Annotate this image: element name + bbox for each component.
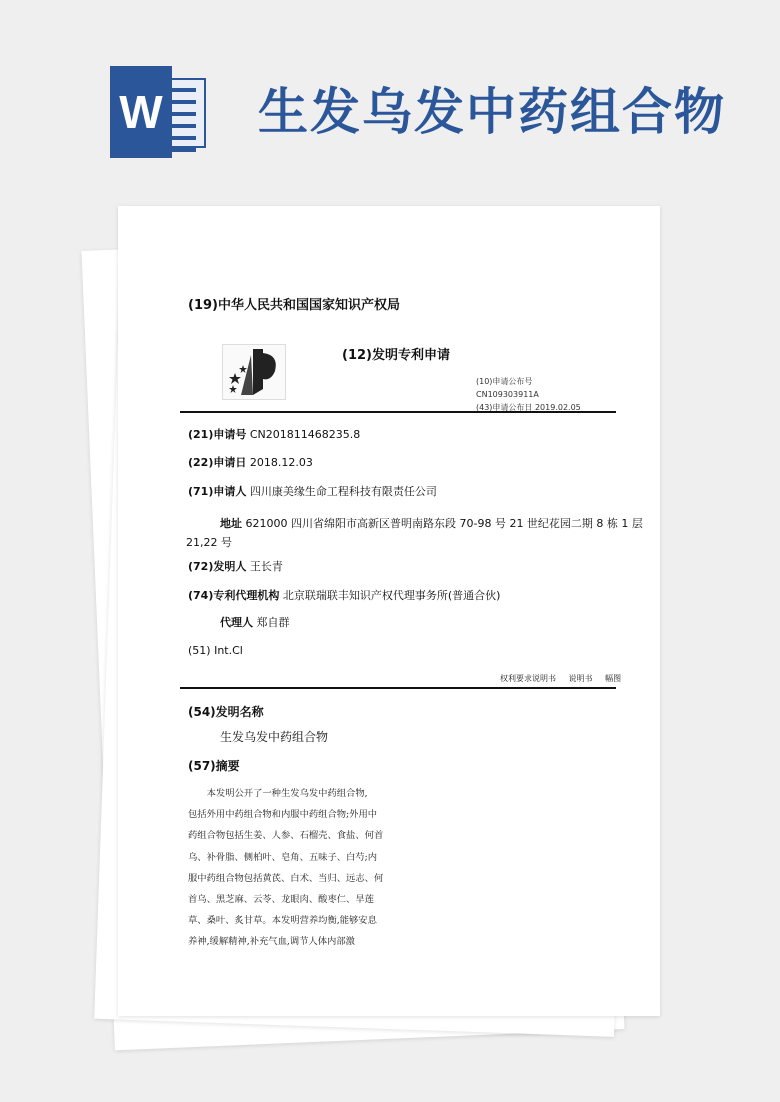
abstract-line: 药组合物包括生姜、人参、石榴壳、食盐、何首 bbox=[188, 830, 384, 842]
cnipa-logo-icon bbox=[223, 345, 285, 399]
pub-no: CN109303911A bbox=[476, 390, 539, 399]
app-date: 2018.12.03 bbox=[249, 456, 313, 469]
agency-row bbox=[188, 587, 500, 603]
abstract-line: 乌、补骨脂、侧柏叶、皂角、五味子、白芍;内 bbox=[188, 851, 378, 863]
invention-title: 生发乌发中药组合物 bbox=[220, 730, 329, 744]
inventor: 王长青 bbox=[249, 560, 283, 573]
tab-claims[interactable]: 权利要求说明书 bbox=[500, 674, 556, 683]
abstract-line: 草、桑叶、炙甘草。本发明营养均衡,能够安息 bbox=[188, 915, 377, 927]
app-no-row bbox=[188, 426, 360, 442]
abstract-label: (57)摘要 bbox=[188, 759, 240, 773]
section-rule bbox=[180, 687, 616, 689]
tab-description[interactable]: 说明书 bbox=[568, 674, 593, 683]
agency: 北京联瑞联丰知识产权代理事务所(普通合伙) bbox=[282, 589, 501, 602]
abstract-line: 服中药组合物包括黄芪、白术、当归、远志、何 bbox=[188, 872, 384, 884]
applicant: 四川康美缘生命工程科技有限责任公司 bbox=[249, 485, 437, 498]
doc-tabs bbox=[490, 673, 621, 684]
word-letter: W bbox=[110, 66, 172, 158]
agent-row bbox=[220, 614, 290, 630]
word-icon bbox=[110, 66, 210, 158]
app-date-row bbox=[188, 454, 313, 470]
applicant-label: (71)申请人 bbox=[188, 485, 247, 498]
intcl: (51) Int.Cl bbox=[188, 644, 243, 657]
title-label: (54)发明名称 bbox=[188, 705, 264, 719]
abstract-line: 养神,缓解精神,补充气血,调节人体内部激 bbox=[188, 936, 355, 948]
applicant-row bbox=[188, 483, 437, 499]
agent: 郑自群 bbox=[256, 616, 290, 629]
address-row bbox=[220, 515, 643, 531]
pub-date: (43)申请公布日 2019.02.05 bbox=[476, 403, 581, 412]
patent-office: (19)中华人民共和国国家知识产权局 bbox=[188, 298, 400, 313]
patent-type: (12)发明专利申请 bbox=[342, 348, 450, 363]
address-label: 地址 bbox=[220, 517, 242, 530]
abstract-line: 本发明公开了一种生发乌发中药组合物, bbox=[206, 788, 368, 799]
app-no: CN201811468235.8 bbox=[249, 428, 361, 441]
app-no-label: (21)申请号 bbox=[188, 428, 247, 441]
tab-drawings[interactable]: 幅图 bbox=[605, 674, 622, 683]
cnipa-logo bbox=[222, 344, 286, 400]
banner-title: 生发乌发中药组合物 bbox=[258, 83, 726, 141]
header-rule bbox=[180, 411, 616, 413]
abstract-text bbox=[188, 783, 404, 953]
banner bbox=[0, 0, 780, 200]
abstract-line: 首乌、黑芝麻、云苓、龙眼肉、酸枣仁、旱莲 bbox=[188, 894, 374, 906]
abstract-line: 包括外用中药组合物和内服中药组合物;外用中 bbox=[188, 809, 378, 821]
agent-label: 代理人 bbox=[220, 616, 253, 629]
inventor-label: (72)发明人 bbox=[188, 560, 247, 573]
pub-no-label: (10)申请公布号 bbox=[476, 377, 533, 386]
address-line1: 621000 四川省绵阳市高新区普明南路东段 70-98 号 21 世纪花园二期 8 栋 1 层 bbox=[245, 517, 643, 530]
app-date-label: (22)申请日 bbox=[188, 456, 247, 469]
agency-label: (74)专利代理机构 bbox=[188, 589, 280, 602]
inventor-row bbox=[188, 558, 283, 574]
address-line2: 21,22 号 bbox=[186, 536, 232, 549]
